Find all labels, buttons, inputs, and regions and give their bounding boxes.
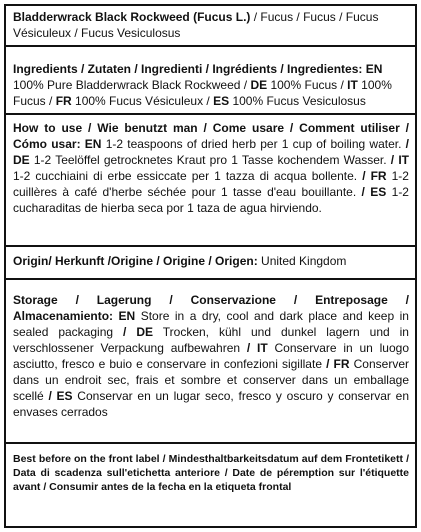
storage-it: Conservare in un luogo asciutto, fresco e buio e conservare in confezioni sigillate [13, 341, 409, 371]
lang-code-de: DE [250, 78, 268, 92]
lang-code-it: / IT [390, 153, 409, 167]
how-to-use-heading: How to use / Wie benutzt man / Come usare / Comment utiliser / Cómo usar: [13, 121, 409, 151]
storage-heading: Storage / Lagerung / Conservazione / Entreposage / Almacenamiento: [13, 293, 409, 323]
ingredients-section [6, 47, 415, 115]
lang-code-en: EN [362, 62, 383, 76]
ingredients-es: 100% Fucus Vesiculosus [229, 94, 366, 108]
product-name: Bladderwrack Black Rockweed (Fucus L.) [13, 10, 251, 24]
storage-es: Conservar en un lugar seco, fresco y oscuro y conservar en envases cerrados [13, 389, 409, 419]
lang-code-es: / ES [361, 185, 387, 199]
origin-heading: Origin/ Herkunft /Origine / Origine / Origen: [13, 254, 258, 268]
product-title-section [6, 6, 415, 47]
storage-section [6, 280, 415, 444]
lang-code-it: / IT [246, 341, 268, 355]
product-label [4, 4, 417, 528]
lang-code-en: EN [113, 309, 136, 323]
how-to-use-it: 1-2 cucchiaini di erbe essiccate per 1 tazza di acqua bollente. [13, 169, 363, 183]
lang-code-fr: / FR [326, 357, 350, 371]
lang-code-fr: FR [55, 94, 72, 108]
lang-code-en: EN [80, 137, 102, 151]
lang-code-fr: / FR [362, 169, 387, 183]
how-to-use-fr: 1-2 cuillères à café d'herbe séchée pour 1 tasse d'eau bouillante. [13, 169, 409, 199]
origin-section [6, 247, 415, 280]
lang-code-de: / DE [123, 325, 154, 339]
best-before-text: Best before on the front label / Mindesthaltbarkeitsdatum auf dem Frontetikett / Data di scadenza sull'etichetta anteriore / Date de péremption sur l'étiquette avant / Consumir antes de la fecha en la etiqueta frontal [13, 453, 409, 493]
lang-code-es: / ES [48, 389, 73, 403]
how-to-use-de: 1-2 Teelöffel getrocknetes Kraut pro 1 Tasse kochendem Wasser. [29, 153, 391, 167]
storage-fr: Conserver dans un endroit sec, frais et sombre et conserver dans un emballage scellé [13, 357, 409, 403]
how-to-use-en: 1-2 teaspoons of dried herb per 1 cup of boiling water. [101, 137, 406, 151]
storage-en: Store in a dry, cool and dark place and keep in sealed packaging [13, 309, 409, 339]
lang-code-es: ES [213, 94, 230, 108]
how-to-use-es: 1-2 cucharaditas de hierba seca por 1 taza de agua hirviendo. [13, 185, 409, 215]
ingredients-en: 100% Pure Bladderwrack Black Rockweed / [13, 78, 251, 92]
lang-code-it: IT [347, 78, 358, 92]
product-name-translations: / Fucus / Fucus / Fucus Vésiculeux / Fucus Vesiculosus [13, 10, 379, 40]
ingredients-de: 100% Fucus / [267, 78, 348, 92]
storage-de: Trocken, kühl und dunkel lagern und in verschlossener Verpackung aufbewahren [13, 325, 409, 355]
best-before-section [6, 444, 415, 498]
lang-code-de: / DE [13, 137, 409, 167]
ingredients-heading: Ingredients / Zutaten / Ingredienti / Ingrédients / Ingredientes: [13, 62, 363, 76]
ingredients-fr: 100% Fucus Vésiculeux / [71, 94, 214, 108]
how-to-use-section [6, 115, 415, 247]
ingredients-it: 100% Fucus / [13, 78, 392, 108]
origin-value: United Kingdom [257, 254, 347, 268]
